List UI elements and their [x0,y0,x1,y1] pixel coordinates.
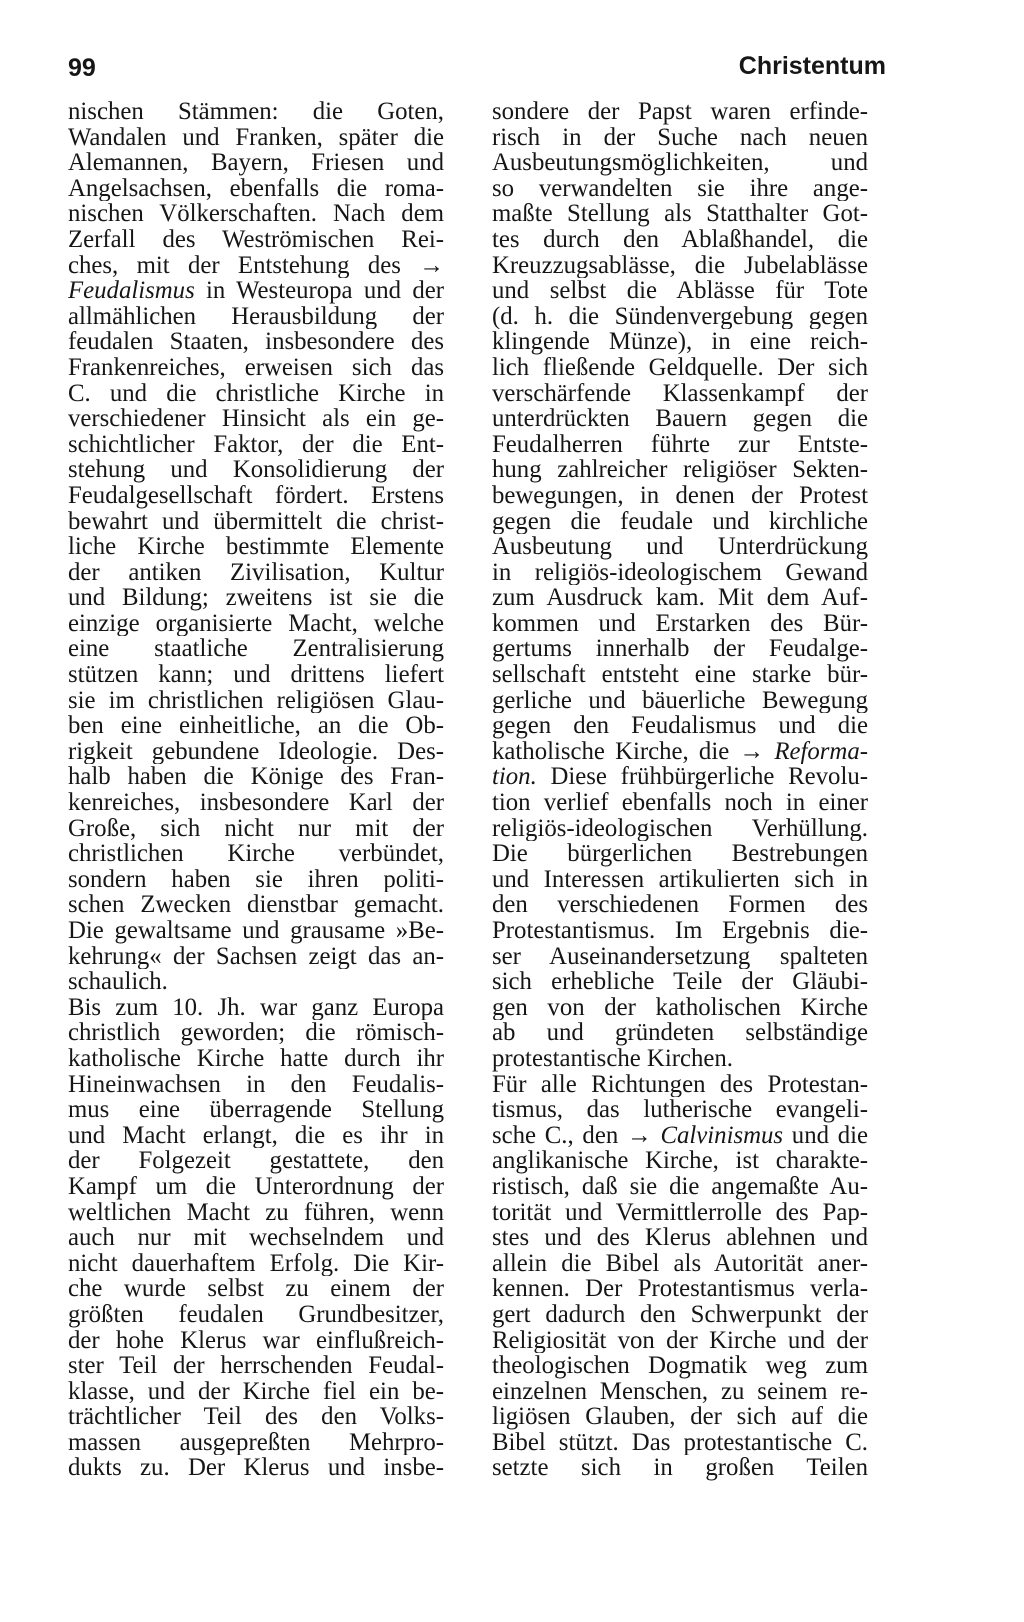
text-line: liche Kirche bestimmte Elemente [68,534,444,560]
text-line: einzige organisierte Macht, welche [68,610,444,637]
text-line: Kreuzzugsablässe, die Jubelablässe [492,252,868,279]
text-line: verschiedener Hinsicht als ein ge- [68,406,444,432]
text-line: Religiosität von der Kirche und der [492,1327,868,1354]
text-line [492,764,868,790]
italic-term: tion. [492,764,537,791]
text-line: stehung und Konsolidierung der [68,457,444,483]
text-line: christlich geworden; die römisch- [68,1020,444,1046]
text-line: Frankenreiches, erweisen sich das [68,354,444,381]
text-line [492,739,868,765]
text-line: verschärfende Klassenkampf der [492,380,868,407]
text-line: Zerfall des Weströmischen Rei- [68,226,444,253]
text-line: Die gewaltsame und grausame »Be- [68,918,444,944]
page-header [68,48,886,88]
text-line: religiös-ideologischen Verhüllung. [492,815,868,842]
text-line: Feudalgesellschaft fördert. Erstens [68,482,444,509]
text-line: nicht dauerhaftem Erfolg. Die Kir- [68,1250,444,1277]
text-line: hung zahlreicher religiöser Sekten- [492,457,868,483]
italic-term: Reforma- [774,738,868,765]
text-line: ab und gründeten selbständige [492,1020,868,1046]
text-line: der hohe Klerus war einflußreich- [68,1327,444,1354]
text-fragment: sche C., den → [492,1122,661,1149]
text-line: klasse, und der Kirche fiel ein be- [68,1378,444,1405]
text-line: Angelsachsen, ebenfalls die roma- [68,175,444,202]
text-line: und Macht erlangt, die es ihr in [68,1122,444,1149]
text-line: sondern haben sie ihren politi- [68,866,444,893]
text-line: mus eine überragende Stellung [68,1097,444,1123]
text-line: allmählichen Herausbildung der [68,303,444,330]
text-line: und selbst die Ablässe für Tote [492,278,868,304]
text-line: sich erhebliche Teile der Gläubi- [492,969,868,995]
text-line: und Bildung; zweitens ist sie die [68,585,444,611]
text-line: nischen Völkerschaften. Nach dem [68,201,444,227]
text-line: den verschiedenen Formen des [492,892,868,918]
text-fragment: katholische Kirche, die → [492,738,775,765]
text-line: tion verlief ebenfalls noch in einer [492,790,868,816]
text-line: (d. h. die Sündenvergebung gegen [492,303,868,330]
text-line: Protestantismus. Im Ergebnis die- [492,918,868,944]
text-line: schaulich. [68,969,168,995]
text-fragment: Diese frühbürgerliche Revolu- [536,764,868,791]
text-line: Bibel stützt. Das protestantische C. [492,1429,868,1456]
text-line: stes und des Klerus ablehnen und [492,1225,868,1251]
text-line: C. und die christliche Kirche in [68,380,444,407]
text-line: Bis zum 10. Jh. war ganz Europa [68,994,444,1021]
text-line: gert dadurch den Schwerpunkt der [492,1301,868,1328]
text-line: dukts zu. Der Klerus und insbe- [68,1455,444,1482]
text-line: eine staatliche Zentralisierung [68,636,444,663]
text-line: Für alle Richtungen des Protestan- [492,1071,868,1098]
text-line: Kampf um die Unterordnung der [68,1173,444,1200]
italic-term: Calvinismus [660,1122,784,1149]
text-line [492,1123,868,1149]
text-line: kehrung« der Sachsen zeigt das an- [68,943,444,970]
text-line: und Interessen artikulierten sich in [492,866,868,893]
text-line: weltlichen Macht zu führen, wenn [68,1199,444,1226]
text-line: der antiken Zivilisation, Kultur [68,559,444,586]
text-line: theologischen Dogmatik weg zum [492,1353,868,1379]
text-line: Hineinwachsen in den Feudalis- [68,1071,444,1098]
text-line: massen ausgepreßten Mehrpro- [68,1429,444,1456]
text-line: kommen und Erstarken des Bür- [492,610,868,637]
text-line: halb haben die Könige des Fran- [68,764,444,791]
text-line: lich fließende Geldquelle. Der sich [492,354,868,381]
text-line: größten feudalen Grundbesitzer, [68,1301,444,1328]
text-fragment: in Westeuropa und der [194,278,444,304]
text-line: christlichen Kirche verbündet, [68,841,444,867]
text-line: einzelnen Menschen, zu seinem re- [492,1378,868,1405]
text-line: auch nur mit wechselndem und [68,1225,444,1251]
text-line: trächtlicher Teil des den Volks- [68,1404,444,1430]
text-line: kennen. Der Protestantismus verla- [492,1276,868,1302]
text-line: ches, mit der Entstehung des → [68,252,444,279]
text-line: risch in der Suche nach neuen [492,124,868,151]
text-line: tes durch den Ablaßhandel, die [492,226,868,253]
page-number: 99 [68,54,96,82]
text-line: Die bürgerlichen Bestrebungen [492,841,868,867]
text-line: unterdrückten Bauern gegen die [492,406,868,432]
text-line: sie im christlichen religiösen Glau- [68,687,444,714]
italic-term: Feudalismus [68,278,195,304]
text-line: torität und Vermittlerrolle des Pap- [492,1199,868,1226]
text-line: sellschaft entsteht eine starke bür- [492,662,868,688]
text-line: gerliche und bäuerliche Bewegung [492,687,868,714]
text-line: rigkeit gebundene Ideologie. Des- [68,738,444,765]
text-line: schichtlicher Faktor, der die Ent- [68,431,444,458]
text-line: ben eine einheitliche, an die Ob- [68,713,444,739]
text-line: nischen Stämmen: die Goten, [68,99,444,125]
text-line: klingende Münze), in eine reich- [492,329,868,355]
text-line: Wandalen und Franken, später die [68,124,444,151]
text-line: ristisch, daß sie die angemaßte Au- [492,1173,868,1200]
text-line: bewahrt und übermittelt die christ- [68,508,444,535]
text-line: anglikanische Kirche, ist charakte- [492,1148,868,1174]
text-line: Große, sich nicht nur mit der [68,815,444,842]
text-line: katholische Kirche hatte durch ihr [68,1045,444,1072]
text-fragment: und die [783,1122,868,1149]
text-line: Ausbeutung und Unterdrückung [492,534,868,560]
text-line: tismus, das lutherische evangeli- [492,1097,868,1123]
text-line: gertums innerhalb der Feudalge- [492,636,868,663]
text-line: gegen die feudale und kirchliche [492,508,868,535]
text-line: zum Ausdruck kam. Mit dem Auf- [492,585,868,611]
left-text-column [68,99,444,1481]
text-line: allein die Bibel als Autorität aner- [492,1250,868,1277]
right-text-column [492,99,868,1481]
text-line: ser Auseinandersetzung spalteten [492,943,868,970]
text-line: in religiös-ideologischem Gewand [492,559,868,586]
text-line: ligiösen Glauben, der sich auf die [492,1404,868,1430]
text-line: Ausbeutungsmöglichkeiten, und [492,150,868,176]
text-line: schen Zwecken dienstbar gemacht. [68,892,444,918]
text-line [68,278,444,304]
text-line: sondere der Papst waren erfinde- [492,99,868,125]
running-head: Christentum [738,52,886,80]
text-line: bewegungen, in denen der Protest [492,482,868,509]
text-line: der Folgezeit gestattete, den [68,1148,444,1174]
text-line: che wurde selbst zu einem der [68,1276,444,1302]
text-line: gen von der katholischen Kirche [492,994,868,1021]
text-line: Alemannen, Bayern, Friesen und [68,150,444,176]
text-line: setzte sich in großen Teilen [492,1455,868,1482]
text-line: protestantische Kirchen. [492,1045,733,1072]
text-line: kenreiches, insbesondere Karl der [68,790,444,816]
text-line: maßte Stellung als Statthalter Got- [492,201,868,227]
text-line: ster Teil der herrschenden Feudal- [68,1353,444,1379]
text-line: gegen den Feudalismus und die [492,713,868,739]
text-line: Feudalherren führte zur Entste- [492,431,868,458]
text-line: so verwandelten sie ihre ange- [492,175,868,202]
text-line: stützen kann; und drittens liefert [68,662,444,688]
text-line: feudalen Staaten, insbesondere des [68,329,444,355]
